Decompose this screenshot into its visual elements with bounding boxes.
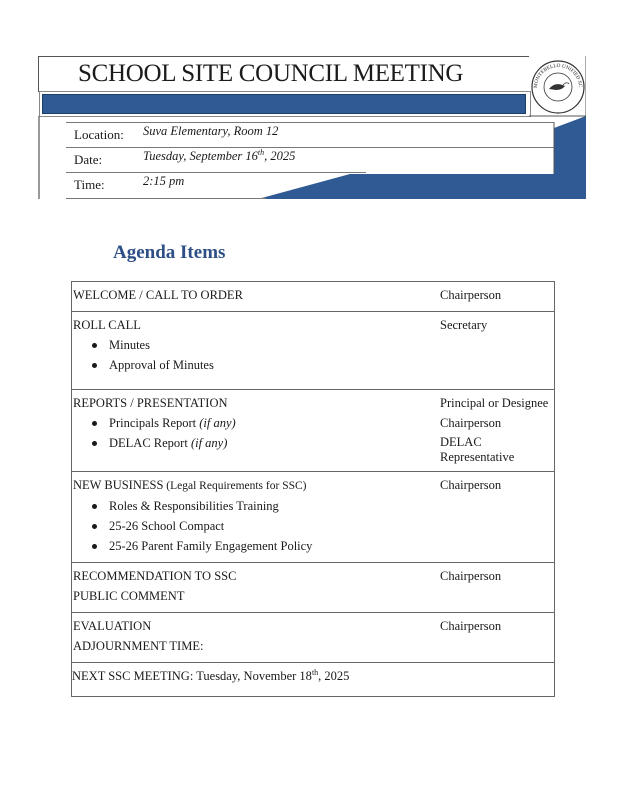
agenda-row — [72, 282, 555, 312]
agenda-item-cell — [72, 613, 441, 663]
agenda-owner: Chairperson — [440, 613, 555, 663]
location-label: Location: — [74, 127, 124, 142]
agenda-row — [72, 563, 555, 613]
date-row — [66, 145, 566, 170]
date-label: Date: — [74, 152, 103, 167]
agenda-item: WELCOME / CALL TO ORDER — [72, 282, 441, 312]
bullet-list — [73, 335, 440, 375]
agenda-owner: Principal or Designee — [440, 396, 549, 410]
agenda-item: PUBLIC COMMENT — [73, 589, 185, 603]
agenda-row — [72, 663, 555, 697]
time-row — [66, 170, 566, 195]
agenda-heading: Agenda Items — [113, 242, 226, 263]
time-value: 2:15 pm — [143, 174, 185, 188]
bullet-list — [73, 413, 440, 453]
bullet-item: Principals Report (if any) — [91, 413, 440, 433]
agenda-item: NEW BUSINESS (Legal Requirements for SSC) — [73, 478, 307, 492]
seal-text: MONTEBELLO UNIFIED SC — [532, 62, 584, 89]
agenda-owner: Chairperson — [440, 563, 555, 613]
agenda-item: REPORTS / PRESENTATION — [73, 396, 228, 410]
agenda-owner: DELAC Representative — [440, 435, 515, 464]
agenda-item: ADJOURNMENT TIME: — [73, 639, 204, 653]
date-value: Tuesday, September 16th, 2025 — [143, 147, 296, 163]
agenda-owner: Chairperson — [440, 472, 555, 563]
bullet-item: 25-26 School Compact — [91, 516, 440, 536]
agenda-row — [72, 390, 555, 472]
agenda-owner: Chairperson — [440, 416, 502, 430]
agenda-row — [72, 613, 555, 663]
bullet-item: 25-26 Parent Family Engagement Policy — [91, 536, 440, 556]
bullet-list — [73, 496, 440, 556]
location-value: Suva Elementary, Room 12 — [143, 124, 279, 138]
agenda-item-cell — [72, 312, 441, 390]
location-row — [66, 120, 566, 145]
meeting-header — [38, 56, 586, 199]
agenda-row — [72, 472, 555, 563]
page-title: SCHOOL SITE COUNCIL MEETING — [78, 60, 464, 87]
agenda-item: EVALUATION — [73, 619, 152, 633]
agenda-owner-cell — [440, 390, 555, 472]
agenda-item-cell — [72, 563, 441, 613]
info-divider — [66, 198, 266, 199]
agenda-owner: Chairperson — [440, 282, 555, 312]
agenda-item-cell — [72, 472, 441, 563]
bullet-item: Approval of Minutes — [91, 355, 440, 375]
agenda-table — [71, 281, 555, 697]
time-label: Time: — [74, 177, 105, 192]
bullet-item: Roles & Responsibilities Training — [91, 496, 440, 516]
agenda-owner: Secretary — [440, 312, 555, 390]
agenda-item-cell — [72, 390, 441, 472]
agenda-row — [72, 312, 555, 390]
next-meeting: NEXT SSC MEETING: Tuesday, November 18th, 2025 — [72, 663, 555, 697]
bullet-item: Minutes — [91, 335, 440, 355]
bullet-item: DELAC Report (if any) — [91, 433, 440, 453]
agenda-item: RECOMMENDATION TO SSC — [73, 569, 237, 583]
agenda-item: ROLL CALL — [73, 318, 141, 332]
